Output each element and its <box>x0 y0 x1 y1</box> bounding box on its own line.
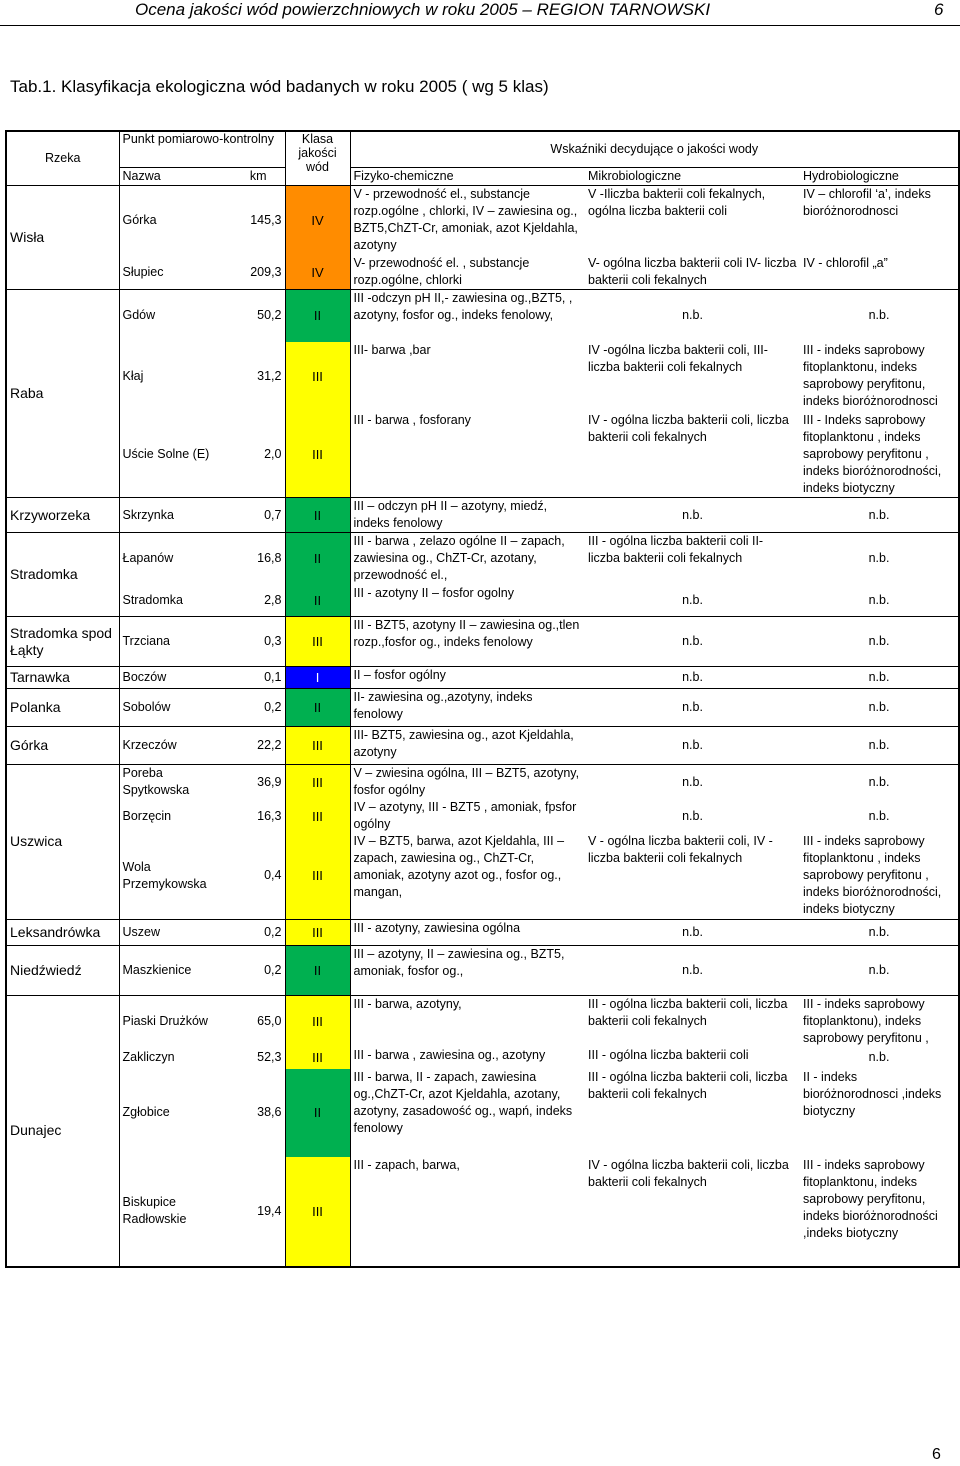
indicator-mikro: V- ogólna liczba bakterii coli IV- liczba bakterii coli fekalnych <box>588 256 797 287</box>
indicator-fizyko: II – fosfor ogólny <box>353 668 446 682</box>
class-badge: III <box>285 342 350 412</box>
point-km: 0,2 <box>264 962 282 977</box>
point-name: Piaski Drużków <box>119 995 232 1047</box>
class-badge: II <box>285 689 350 727</box>
river-name: Stradomka spod Łąkty <box>10 624 112 658</box>
point-km: 19,4 <box>257 1203 282 1218</box>
indicator-fizyko: III - zapach, barwa, <box>353 1157 460 1172</box>
indicator-fizyko: III -odczyn pH II,- zawiesina og.,BZT5, , azotyny, fosfor og., indeks fenolowy, <box>353 291 573 322</box>
point-name: Gdów <box>119 290 232 342</box>
table-row <box>6 667 959 689</box>
indicator-hydro: n.b. <box>868 551 890 566</box>
river-name: Uszwica <box>10 833 63 850</box>
point-km: 0,2 <box>264 700 282 714</box>
class-badge: II <box>285 945 350 995</box>
indicator-mikro: n.b. <box>682 507 703 522</box>
class-badge: III <box>285 412 350 498</box>
header-rzeka: Rzeka <box>45 150 81 165</box>
indicator-fizyko: III - barwa , zelazo ogólne II – zapach, zawiesina og., ChZT-Cr, azotany, przewodność el., <box>353 534 565 582</box>
table-row <box>6 617 959 667</box>
table-row <box>6 799 959 833</box>
class-badge: III <box>285 833 350 919</box>
indicator-fizyko: III - barwa, II - zapach, zawiesina og.,ChZT-Cr, azot Kjeldahla, azotany, azotyny, zasadowość og., wapń, indeks fenolowy <box>353 1069 573 1135</box>
indicator-mikro: V -Iliczba bakterii coli fekalnych, ogólna liczba bakterii coli <box>588 186 766 218</box>
indicator-fizyko: III – azotyny, II – zawiesina og., BZT5, amoniak, fosfor og., <box>353 946 565 978</box>
indicator-hydro: III - indeks saprobowy fitoplanktonu, indeks saprobowy peryfitonu, indeks bioróżnorodności ,indeks biotyczny <box>803 1157 938 1240</box>
indicator-mikro: n.b. <box>682 634 703 648</box>
point-name: Skrzynka <box>119 498 232 533</box>
point-km: 0,2 <box>264 924 282 939</box>
indicator-hydro: n.b. <box>868 670 890 684</box>
point-name: Uście Solne (E) <box>119 412 232 498</box>
river-name: Leksandrówka <box>10 923 101 940</box>
indicator-fizyko: V – zwiesina ogólna, III – BZT5, azotyny, fosfor ogólny <box>353 766 580 797</box>
class-badge: III <box>285 799 350 833</box>
class-badge: II <box>285 290 350 342</box>
indicator-fizyko: III- barwa ,bar <box>353 342 431 357</box>
table-row <box>6 833 959 919</box>
document-title: Ocena jakości wód powierzchniowych w roku 2005 – REGION TARNOWSKI <box>135 0 711 19</box>
point-km: 209,3 <box>250 264 282 279</box>
indicator-mikro: n.b. <box>682 738 703 752</box>
indicator-hydro: n.b. <box>868 738 890 752</box>
table-row <box>6 185 959 255</box>
class-badge: III <box>285 1047 350 1069</box>
class-badge: IV <box>285 255 350 290</box>
point-name: Łapanów <box>119 533 232 585</box>
indicator-fizyko: IV – azotyny, III - BZT5 , amoniak, fpsfor ogólny <box>353 800 577 831</box>
point-km: 0,3 <box>264 634 282 648</box>
table-row <box>6 342 959 412</box>
indicator-mikro: n.b. <box>682 774 703 789</box>
point-name: Zgłobice <box>119 1069 232 1157</box>
river-name: Polanka <box>10 699 61 715</box>
indicator-hydro: III - Indeks saprobowy fitoplanktonu , indeks saprobowy peryfitonu , indeks bioróżnorodności, indeks biotyczny <box>803 412 942 495</box>
river-name: Tarnawka <box>10 669 70 685</box>
point-name: Maszkienice <box>119 945 232 995</box>
point-km: 145,3 <box>250 212 282 227</box>
point-km: 52,3 <box>257 1050 282 1064</box>
table-row <box>6 1047 959 1069</box>
page-header <box>0 0 960 26</box>
point-km: 50,2 <box>257 308 282 323</box>
indicator-fizyko: III - barwa , zawiesina og., azotyny <box>353 1047 546 1062</box>
header-nazwa: Nazwa <box>119 167 232 185</box>
indicator-mikro: III - ogólna liczba bakterii coli, liczba bakterii coli fekalnych <box>588 996 788 1028</box>
table-title: Tab.1. Klasyfikacja ekologiczna wód badanych w roku 2005 ( wg 5 klas) <box>10 77 549 96</box>
point-name: Uszew <box>119 919 232 945</box>
table-row <box>6 1069 959 1157</box>
class-badge: III <box>285 765 350 800</box>
point-name: Zakliczyn <box>119 1047 232 1069</box>
indicator-hydro: n.b. <box>868 592 890 607</box>
indicator-hydro: n.b. <box>868 308 890 323</box>
indicator-fizyko: III – odczyn pH II – azotyny, miedź, indeks fenolowy <box>353 499 548 530</box>
table-row <box>6 727 959 765</box>
point-km: 2,8 <box>264 592 282 607</box>
indicator-fizyko: V - przewodność el., substancje rozp.ogólne , chlorki, IV – zawiesina og., BZT5,ChZT-Cr, amoniak, azot Kjeldahla, azotyny <box>353 186 578 252</box>
point-name: Trzciana <box>119 617 232 667</box>
point-km: 0,7 <box>264 507 282 522</box>
point-km: 2,0 <box>264 446 282 461</box>
header-punkt: Punkt pomiarowo-kontrolny <box>119 131 285 167</box>
point-name: Górka <box>119 185 232 255</box>
header-hydro: Hydrobiologiczne <box>800 167 959 185</box>
indicator-hydro: n.b. <box>868 507 890 522</box>
indicator-mikro: III - ogólna liczba bakterii coli, liczba bakterii coli fekalnych <box>588 1069 788 1101</box>
point-name: Słupiec <box>119 255 232 290</box>
indicator-hydro: III - indeks saprobowy fitoplanktonu , indeks saprobowy peryfitonu , indeks bioróżnorodności, indeks biotyczny <box>803 834 942 916</box>
indicator-hydro: III - indeks saprobowy fitoplanktonu), indeks saprobowy peryfitonu , <box>803 996 929 1045</box>
indicator-hydro: n.b. <box>868 808 890 823</box>
indicator-mikro: IV -ogólna liczba bakterii coli, III- liczba bakterii coli fekalnych <box>588 342 768 374</box>
indicator-hydro: IV – chlorofil ‘a’, indeks bioróżnorodnosci <box>803 186 931 218</box>
table-row <box>6 689 959 727</box>
indicator-fizyko: III - azotyny, zawiesina ogólna <box>353 920 521 935</box>
indicator-fizyko: IV – BZT5, barwa, azot Kjeldahla, III – zapach, zawiesina og., ChZT-Cr, amoniak, azotyny azot og., fosfor og., mangan, <box>353 834 565 899</box>
footer-page-number: 6 <box>932 1446 941 1463</box>
point-km: 38,6 <box>257 1105 282 1119</box>
class-badge: III <box>285 727 350 765</box>
indicator-mikro: n.b. <box>682 700 703 714</box>
indicator-fizyko: III - barwa , fosforany <box>353 412 471 427</box>
header-wskazniki: Wskaźniki decydujące o jakości wody <box>550 141 759 156</box>
indicator-hydro: III - indeks saprobowy fitoplanktonu, indeks saprobowy peryfitonu, indeks bioróżnorodnosci <box>803 342 938 408</box>
table-row <box>6 1157 959 1267</box>
page-number: 6 <box>934 0 944 19</box>
table-row <box>6 585 959 617</box>
indicator-mikro: n.b. <box>682 924 703 939</box>
river-name: Wisła <box>10 228 45 245</box>
indicator-hydro: n.b. <box>868 700 890 714</box>
table-row <box>6 412 959 498</box>
table-row <box>6 765 959 800</box>
class-badge: I <box>285 667 350 689</box>
indicator-hydro: II - indeks bioróżnorodnosci ,indeks biotyczny <box>803 1069 942 1118</box>
indicator-mikro: V - ogólna liczba bakterii coli, IV - liczba bakterii coli fekalnych <box>588 834 773 865</box>
header-divider <box>0 25 960 26</box>
point-name: Krzeczów <box>119 727 232 765</box>
header-klasa: Klasa jakości wód <box>285 131 350 185</box>
point-name: Biskupice Radłowskie <box>119 1157 232 1267</box>
river-name: Dunajec <box>10 1122 62 1138</box>
indicator-mikro: n.b. <box>682 670 703 684</box>
class-badge: III <box>285 1157 350 1267</box>
point-name: Boczów <box>119 667 232 689</box>
point-km: 36,9 <box>257 774 282 789</box>
class-badge: II <box>285 498 350 533</box>
point-name: Borzęcin <box>119 799 232 833</box>
indicator-fizyko: II- zawiesina og.,azotyny, indeks fenolowy <box>353 690 533 721</box>
indicator-fizyko: III - barwa, azotyny, <box>353 996 462 1011</box>
indicator-fizyko: V- przewodność el. , substancje rozp.ogólne, chlorki <box>353 256 530 287</box>
indicator-fizyko: III - BZT5, azotyny II – zawiesina og.,tlen rozp.,fosfor og., indeks fenolowy <box>353 618 580 649</box>
class-badge: III <box>285 919 350 945</box>
header-mikro: Mikrobiologiczne <box>585 167 800 185</box>
indicator-hydro: IV - chlorofil „a” <box>803 256 888 270</box>
point-km: 0,4 <box>264 868 282 883</box>
point-name: Kłaj <box>119 342 232 412</box>
point-name: Wola Przemykowska <box>119 833 232 919</box>
point-km: 16,3 <box>257 808 282 823</box>
indicator-fizyko: III - azotyny II – fosfor ogolny <box>353 585 514 600</box>
indicator-mikro: n.b. <box>682 962 703 977</box>
indicator-mikro: III - ogólna liczba bakterii coli II- liczba bakterii coli fekalnych <box>588 534 764 565</box>
river-name: Niedźwiedź <box>10 961 82 978</box>
indicator-mikro: n.b. <box>682 308 703 323</box>
table-row <box>6 945 959 995</box>
indicator-hydro: n.b. <box>868 634 890 648</box>
river-name: Stradomka <box>10 566 78 582</box>
table-row <box>6 255 959 290</box>
indicator-mikro: IV - ogólna liczba bakterii coli, liczba bakterii coli fekalnych <box>588 412 789 444</box>
indicator-hydro: n.b. <box>868 1050 890 1064</box>
table-row <box>6 498 959 533</box>
point-km: 16,8 <box>257 551 282 566</box>
class-badge: III <box>285 617 350 667</box>
indicator-mikro: n.b. <box>682 808 703 823</box>
table-row <box>6 995 959 1047</box>
point-km: 65,0 <box>257 1013 282 1028</box>
point-km: 31,2 <box>257 369 282 383</box>
river-name: Krzyworzeka <box>10 506 91 523</box>
point-km: 22,2 <box>257 738 282 752</box>
point-km: 0,1 <box>264 670 282 684</box>
table-row <box>6 290 959 342</box>
classification-table <box>5 130 960 1268</box>
point-name: Sobolów <box>119 689 232 727</box>
indicator-hydro: n.b. <box>868 774 890 789</box>
indicator-hydro: n.b. <box>868 924 890 939</box>
indicator-mikro: III - ogólna liczba bakterii coli <box>588 1047 749 1062</box>
table-row <box>6 533 959 585</box>
class-badge: II <box>285 585 350 617</box>
table-row <box>6 919 959 945</box>
indicator-mikro: n.b. <box>682 592 703 607</box>
header-km: km <box>232 167 285 185</box>
indicator-fizyko: III- BZT5, zawiesina og., azot Kjeldahla, azotyny <box>353 728 574 759</box>
river-name: Raba <box>10 385 44 401</box>
indicator-mikro: IV - ogólna liczba bakterii coli, liczba bakterii coli fekalnych <box>588 1157 789 1189</box>
class-badge: III <box>285 995 350 1047</box>
indicator-hydro: n.b. <box>868 962 890 977</box>
header-fizyko: Fizyko-chemiczne <box>350 167 585 185</box>
point-name: Poreba Spytkowska <box>119 765 232 800</box>
class-badge: II <box>285 533 350 585</box>
class-badge: IV <box>285 185 350 255</box>
point-name: Stradomka <box>119 585 232 617</box>
class-badge: II <box>285 1069 350 1157</box>
river-name: Górka <box>10 737 49 753</box>
